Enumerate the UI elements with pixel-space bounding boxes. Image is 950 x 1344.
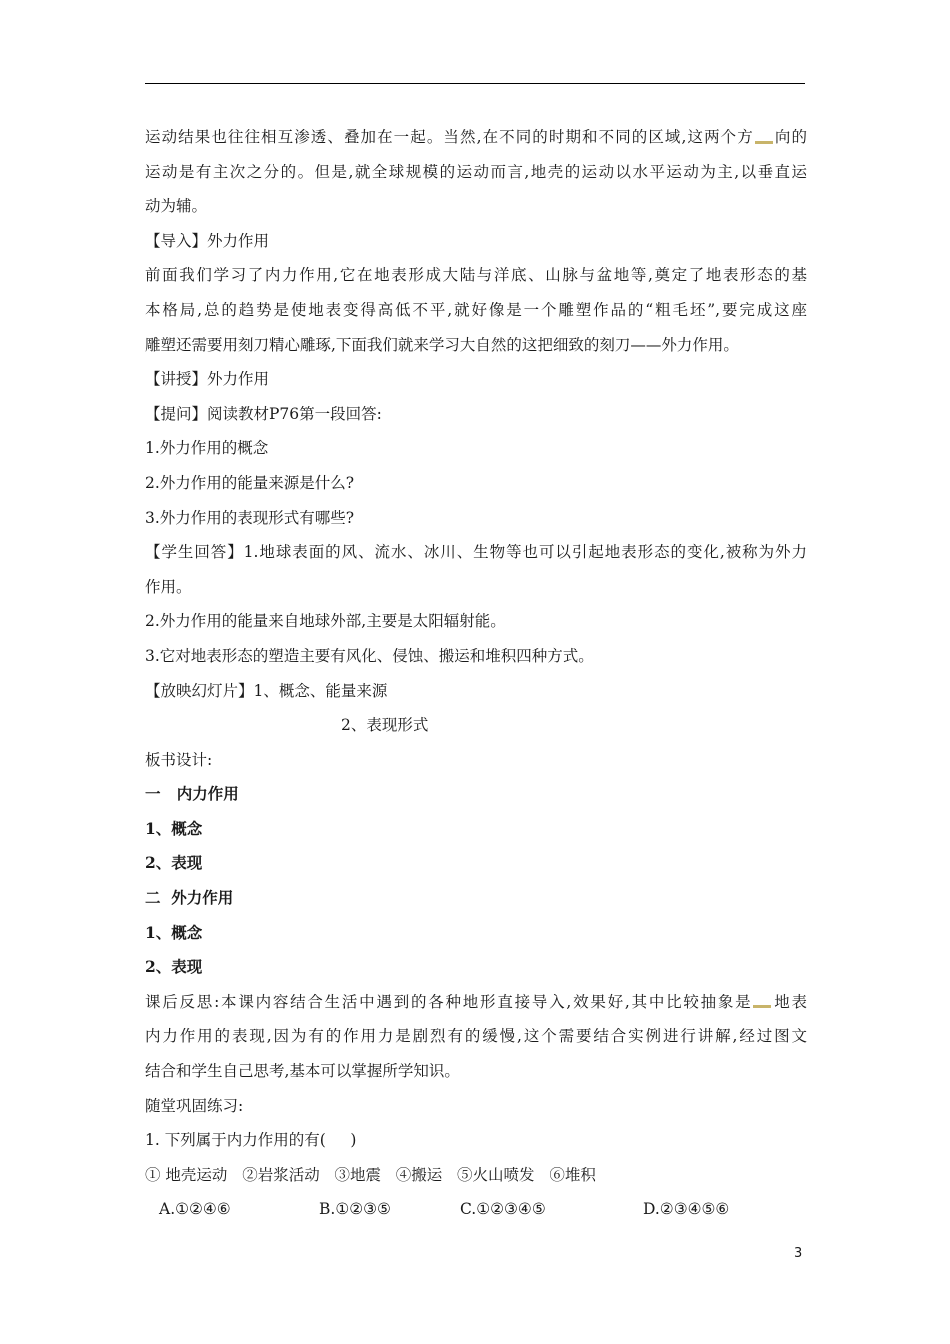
board-item: 1、概念 xyxy=(145,818,203,838)
question-heading: 【提问】阅读教材P76第一段回答: xyxy=(145,404,382,423)
question-item: 1.外力作用的概念 xyxy=(145,439,269,458)
answer-options xyxy=(145,1194,807,1229)
answer-line: 3.它对地表形态的塑造主要有风化、侵蚀、搬运和堆积四种方式。 xyxy=(145,646,594,665)
exercise-title: 随堂巩固练习: xyxy=(145,1096,244,1115)
board-item: 一 内力作用 xyxy=(145,784,239,804)
board-item: 1、概念 xyxy=(145,922,203,942)
option-c: C.①②③④⑤ xyxy=(460,1200,546,1219)
slide-line: 【放映幻灯片】1、概念、能量来源 xyxy=(145,681,388,700)
page-number: 3 xyxy=(794,1246,803,1261)
question-item: 2.外力作用的能量来源是什么? xyxy=(145,473,355,492)
option-b: B.①②③⑤ xyxy=(319,1200,391,1219)
paragraph-line: 雕塑还需要用刻刀精心雕琢,下面我们就来学习大自然的这把细致的刻刀——外力作用。 xyxy=(145,335,739,354)
section-heading: 【讲授】外力作用 xyxy=(145,370,270,389)
section-heading: 【导入】外力作用 xyxy=(145,231,270,250)
blank-mark xyxy=(755,133,773,144)
board-design-title: 板书设计: xyxy=(145,750,213,769)
document-body xyxy=(145,122,807,1229)
board-item: 2、表现 xyxy=(145,957,203,977)
slide-line: 2、表现形式 xyxy=(341,716,429,735)
option-a: A.①②④⑥ xyxy=(159,1200,231,1219)
answer-line: 【学生回答】1.地球表面的风、流水、冰川、生物等也可以引起地表形态的变化,被称为外力 xyxy=(145,543,807,562)
board-item: 2、表现 xyxy=(145,853,203,873)
exercise-question: 1. 下列属于内力作用的有( ) xyxy=(145,1131,357,1150)
answer-line: 2.外力作用的能量来自地球外部,主要是太阳辐射能。 xyxy=(145,612,506,631)
option-d: D.②③④⑤⑥ xyxy=(643,1200,730,1219)
paragraph-line: 运动是有主次之分的。但是,就全球规模的运动而言,地壳的运动以水平运动为主,以垂直运 xyxy=(145,162,807,181)
board-item: 二 外力作用 xyxy=(145,888,234,908)
paragraph-line: 运动结果也往往相互渗透、叠加在一起。当然,在不同的时期和不同的区域,这两个方 向的 xyxy=(145,128,807,146)
exercise-items: ① 地壳运动 ②岩浆活动 ③地震 ④搬运 ⑤火山喷发 ⑥堆积 xyxy=(145,1165,596,1184)
paragraph-line: 本格局,总的趋势是使地表变得高低不平,就好像是一个雕塑作品的“粗毛坯”,要完成这座 xyxy=(145,300,807,319)
reflection-line: 结合和学生自己思考,基本可以掌握所学知识。 xyxy=(145,1062,460,1081)
header-rule xyxy=(145,83,805,84)
reflection-line: 课后反思:本课内容结合生活中遇到的各种地形直接导入,效果好,其中比较抽象是 地表 xyxy=(145,992,807,1011)
reflection-line: 内力作用的表现,因为有的作用力是剧烈有的缓慢,这个需要结合实例进行讲解,经过图文 xyxy=(145,1027,807,1046)
answer-line: 作用。 xyxy=(145,577,192,596)
blank-mark xyxy=(753,997,771,1008)
question-item: 3.外力作用的表现形式有哪些? xyxy=(145,508,355,527)
paragraph-line: 动为辅。 xyxy=(145,197,208,216)
paragraph-line: 前面我们学习了内力作用,它在地表形成大陆与洋底、山脉与盆地等,奠定了地表形态的基 xyxy=(145,266,807,285)
